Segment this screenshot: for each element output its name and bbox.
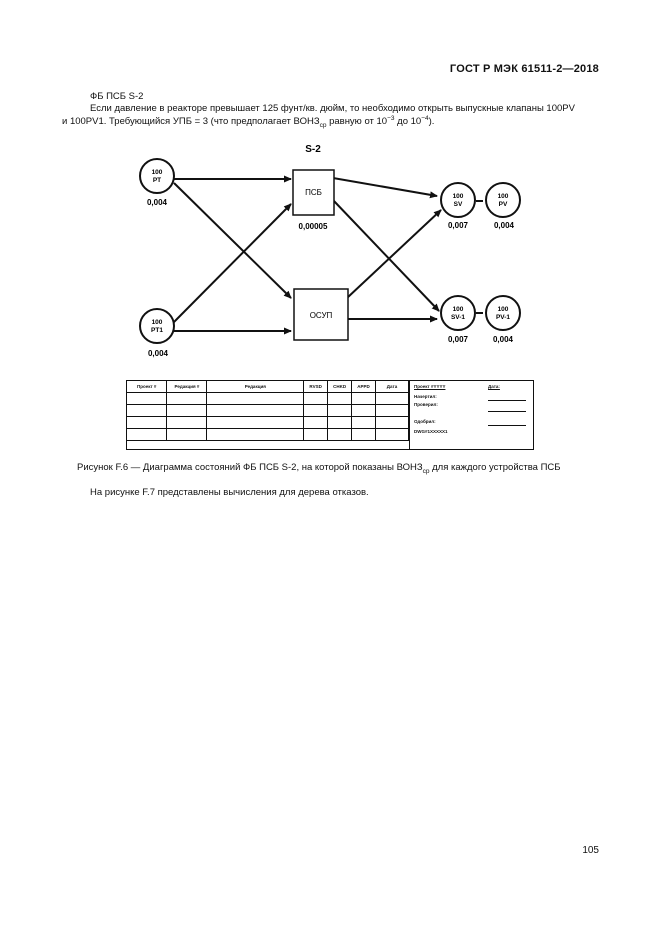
approval-block <box>409 381 534 449</box>
drawn-label: Начертил: <box>414 394 437 399</box>
intro-line-1: Если давление в реакторе превышает 125 фунт/кв. дюйм, то необходимо открыть выпускные клапаны 100PV <box>90 103 575 114</box>
state-diagram <box>0 0 661 380</box>
arrow-osup-sv <box>347 210 441 298</box>
date-label: Дата: <box>488 384 500 389</box>
arrow-psb-sv <box>333 178 437 196</box>
figure-caption: Рисунок F.6 — Диаграмма состояний ФБ ПСБ S-2, на которой показаны $ВОНЗ_{ср}$ для каждого устройства ПСБ <box>77 462 561 475</box>
arrow-pt1-psb <box>174 204 291 322</box>
valve-pv <box>486 183 520 230</box>
intro-line-2: и 100PV1. Требующийся УПБ = 3 (что предполагает $ВОНЗ_{ср}$ равную от $10^{-3}$ до $10^{-4}$). <box>62 114 435 129</box>
svg-text:PV-1: PV-1 <box>495 314 511 321</box>
svg-text:100: 100 <box>151 169 163 176</box>
svg-text:PT: PT <box>152 177 162 184</box>
checked-label: Проверил: <box>414 402 438 407</box>
svg-text:SV: SV <box>453 201 463 208</box>
dwg-number: DWG#1XXXXX1 <box>414 429 448 434</box>
svg-text:SV-1: SV-1 <box>450 314 466 321</box>
valve-pv1 <box>486 296 520 344</box>
svg-text:PT1: PT1 <box>151 327 163 334</box>
pfd-value: 0,00005 <box>298 222 328 231</box>
section-heading: ФБ ПСБ S-2 <box>90 91 144 102</box>
pfd-value: 0,007 <box>447 221 469 230</box>
valve-sv1 <box>441 296 475 344</box>
pfd-value: 0,004 <box>493 221 515 230</box>
svg-text:100: 100 <box>497 193 509 200</box>
table-row <box>127 405 409 417</box>
svg-text:ОСУП: ОСУП <box>309 311 333 320</box>
signature-line <box>488 425 526 426</box>
signature-line <box>488 400 526 401</box>
svg-text:100: 100 <box>452 193 464 200</box>
title-block <box>126 380 534 450</box>
logic-osup <box>294 289 348 340</box>
pfd-value: 0,004 <box>147 349 169 358</box>
sensor-pt1 <box>140 309 174 358</box>
sensor-pt <box>140 159 174 207</box>
arrow-psb-sv1 <box>333 200 439 311</box>
table-row <box>127 417 409 429</box>
pfd-value: 0,007 <box>447 335 469 344</box>
diagram-title: S-2 <box>305 144 321 155</box>
pfd-value: 0,004 <box>492 335 514 344</box>
table-row: Проект # Редакция # Редакция RVSD CHKD APPD Дата <box>127 381 409 393</box>
svg-text:100: 100 <box>497 306 509 313</box>
svg-text:PV: PV <box>498 201 508 208</box>
svg-text:100: 100 <box>151 319 163 326</box>
logic-psb <box>293 170 334 231</box>
standard-designation: ГОСТ Р МЭК 61511-2—2018 <box>449 63 599 75</box>
svg-text:ПСБ: ПСБ <box>305 188 322 197</box>
pfd-value: 0,004 <box>146 198 168 207</box>
valve-sv <box>441 183 475 230</box>
revision-table <box>127 381 409 441</box>
table-row <box>127 393 409 405</box>
svg-text:100: 100 <box>452 306 464 313</box>
page-number: 105 <box>582 845 599 856</box>
project-label: Проект #YYYY <box>414 384 446 389</box>
approved-label: Одобрил: <box>414 419 436 424</box>
body-text: На рисунке F.7 представлены вычисления для дерева отказов. <box>90 487 369 498</box>
table-row <box>127 429 409 441</box>
arrow-pt-osup <box>174 183 291 298</box>
signature-line <box>488 411 526 412</box>
